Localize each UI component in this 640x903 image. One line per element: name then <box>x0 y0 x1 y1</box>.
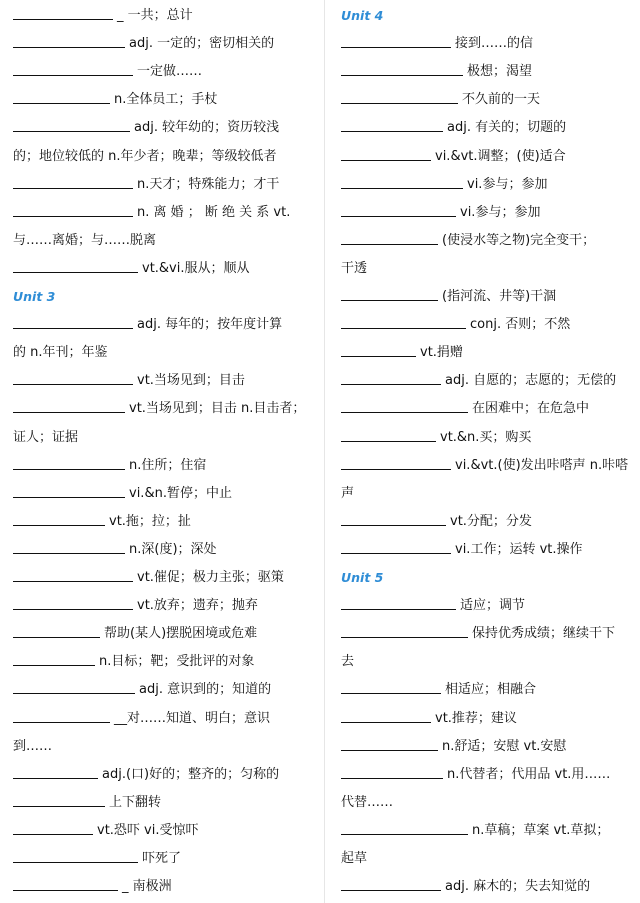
entry-text: (指河流、井等)干涸 <box>442 289 557 304</box>
vocab-entry <box>341 595 525 617</box>
answer-blank[interactable] <box>13 6 113 20</box>
vocab-entry <box>13 61 202 83</box>
vocab-entry <box>341 736 566 758</box>
entry-text: vt.恐吓 vi.受惊吓 <box>97 822 199 838</box>
entry-text: _ 南极洲 <box>122 879 172 895</box>
entry-text: conj. 否则；不然 <box>470 317 571 333</box>
entry-text: (使浸水等之物)完全变干； <box>442 232 596 248</box>
answer-blank[interactable] <box>13 118 130 132</box>
vocab-entry <box>13 820 199 842</box>
vocab-entry <box>13 455 206 477</box>
vocab-entry <box>13 258 250 280</box>
entry-text: vt.催促；极力主张；驱策 <box>137 570 284 585</box>
entry-text: vi.&vt.调整；(使)适合 <box>435 148 566 164</box>
answer-blank[interactable] <box>341 287 438 301</box>
unit-heading: Unit 3 <box>13 289 56 304</box>
answer-blank[interactable] <box>341 680 441 694</box>
answer-blank[interactable] <box>13 793 105 807</box>
vocab-entry <box>13 567 284 589</box>
vocab-entry <box>341 427 531 449</box>
answer-blank[interactable] <box>13 62 133 76</box>
answer-blank[interactable] <box>13 512 105 526</box>
entry-text: adj. 麻木的；失去知觉的 <box>445 879 591 895</box>
answer-blank[interactable] <box>13 456 125 470</box>
vocab-entry <box>341 174 547 196</box>
entry-text: 吓死了 <box>142 851 182 866</box>
entry-continuation <box>13 230 156 252</box>
answer-blank[interactable] <box>341 203 456 217</box>
answer-blank[interactable] <box>13 652 95 666</box>
vocab-entry <box>13 539 217 561</box>
answer-blank[interactable] <box>341 540 451 554</box>
answer-blank[interactable] <box>13 90 110 104</box>
vocab-entry <box>13 651 254 673</box>
entry-text: 的 n.年刊；年鉴 <box>13 345 108 361</box>
entry-text: n.全体员工；手杖 <box>114 92 218 108</box>
vocab-entry <box>13 483 232 505</box>
answer-blank[interactable] <box>341 512 446 526</box>
vocab-entry <box>341 511 532 533</box>
entry-text: 极想；渴望 <box>467 64 533 80</box>
entry-text: vi.&n.暂停；中止 <box>129 485 232 501</box>
entry-text: adj. 有关的；切题的 <box>447 120 567 136</box>
vocab-entry <box>341 230 595 252</box>
entry-text: 的；地位较低的 n.年少者；晚辈；等级较低者 <box>13 148 277 164</box>
answer-blank[interactable] <box>341 34 451 48</box>
entry-text: vi.工作；运转 vt.操作 <box>455 541 583 557</box>
entry-text: vt.推荐；建议 <box>435 710 517 726</box>
vocab-entry <box>341 623 615 645</box>
vocab-entry <box>341 539 583 561</box>
entry-continuation <box>13 427 78 449</box>
vocab-entry <box>13 679 271 701</box>
answer-blank[interactable] <box>13 484 125 498</box>
vocab-entry <box>341 342 463 364</box>
entry-text: 代替…… <box>341 794 394 810</box>
entry-text: vt.当场见到；目击 <box>137 373 245 389</box>
entry-text: 适应；调节 <box>460 598 526 614</box>
vocab-entry <box>341 146 566 168</box>
vocab-entry <box>341 33 533 55</box>
answer-blank[interactable] <box>13 568 133 582</box>
answer-blank[interactable] <box>341 765 443 779</box>
answer-blank[interactable] <box>13 821 93 835</box>
answer-blank[interactable] <box>13 399 125 413</box>
vocab-entry <box>13 876 172 898</box>
answer-blank[interactable] <box>13 259 138 273</box>
entry-continuation <box>341 258 367 280</box>
entry-text: _ 一共；总计 <box>117 8 193 23</box>
entry-text: n.代替者；代用品 vt.用…… <box>447 766 611 782</box>
answer-blank[interactable] <box>13 680 135 694</box>
entry-text: n.天才；特殊能力；才干 <box>137 176 280 192</box>
entry-text: vt.当场见到；目击 n.目击者； <box>129 401 306 417</box>
answer-blank[interactable] <box>341 118 443 132</box>
vocab-entry <box>13 33 274 55</box>
entry-text: vt.分配；分发 <box>450 513 532 529</box>
answer-blank[interactable] <box>13 203 133 217</box>
answer-blank[interactable] <box>13 540 125 554</box>
answer-blank[interactable] <box>341 175 463 189</box>
vocab-entry <box>341 314 570 336</box>
entry-text: 帮助(某人)摆脱困境或危难 <box>104 626 258 642</box>
entry-continuation <box>13 736 52 758</box>
entry-text: 起草 <box>341 851 368 866</box>
answer-blank[interactable] <box>341 371 441 385</box>
unit-heading: Unit 4 <box>341 8 384 23</box>
vocab-entry <box>13 117 279 139</box>
entry-text: n.舒适；安慰 vt.安慰 <box>442 738 567 754</box>
entry-text: vt.&n.买；购买 <box>440 429 532 445</box>
answer-blank[interactable] <box>13 175 133 189</box>
entry-text: 到…… <box>13 738 53 754</box>
entry-text: __对……知道、明白；意识 <box>114 710 271 726</box>
answer-blank[interactable] <box>341 821 468 835</box>
vocab-entry <box>341 764 610 786</box>
entry-continuation <box>13 146 277 168</box>
vocab-entry <box>341 117 566 139</box>
answer-blank[interactable] <box>341 596 456 610</box>
entry-text: n.目标；靶；受批评的对象 <box>99 654 255 670</box>
vocab-entry <box>13 708 270 730</box>
entry-text: 干透 <box>341 260 368 276</box>
entry-text: 证人；证据 <box>13 429 79 445</box>
entry-text: n.草稿；草案 vt.草拟； <box>472 822 610 838</box>
vocab-entry <box>341 286 556 308</box>
entry-text: vt.&vi.服从；顺从 <box>142 260 250 276</box>
unit-heading: Unit 5 <box>341 570 384 585</box>
vocab-entry <box>13 89 217 111</box>
vocab-entry <box>13 511 191 533</box>
entry-text: n. 离 婚 ； 断 绝 关 系 vt. <box>137 204 291 220</box>
vocab-entry <box>341 708 517 730</box>
vocab-entry <box>13 623 257 645</box>
vocab-entry <box>13 595 258 617</box>
answer-blank[interactable] <box>341 456 451 470</box>
answer-blank[interactable] <box>341 62 463 76</box>
answer-blank[interactable] <box>341 90 458 104</box>
vocab-entry <box>341 679 536 701</box>
entry-text: 在困难中；在危急中 <box>472 401 590 417</box>
answer-blank[interactable] <box>13 765 98 779</box>
entry-text: adj. 较年幼的；资历较浅 <box>134 120 280 136</box>
vocab-entry <box>13 764 279 786</box>
vocab-entry <box>13 5 193 27</box>
entry-text: vt.放弃；遗弃；抛弃 <box>137 598 258 614</box>
answer-blank[interactable] <box>13 315 133 329</box>
vocab-entry <box>341 202 540 224</box>
entry-text: 上下翻转 <box>109 794 162 810</box>
answer-blank[interactable] <box>341 315 466 329</box>
entry-text: 接到……的信 <box>455 36 534 52</box>
entry-text: adj. 一定的；密切相关的 <box>129 36 275 52</box>
entry-text: 相适应；相融合 <box>445 682 537 698</box>
vocab-entry <box>13 792 161 814</box>
answer-blank[interactable] <box>341 399 468 413</box>
vocab-entry <box>341 89 540 111</box>
vocab-entry <box>13 370 245 392</box>
column-divider <box>324 0 325 903</box>
answer-blank[interactable] <box>13 596 133 610</box>
entry-text: vt.拖；拉；扯 <box>109 513 191 529</box>
answer-blank[interactable] <box>341 737 438 751</box>
answer-blank[interactable] <box>13 709 110 723</box>
answer-blank[interactable] <box>341 343 416 357</box>
entry-text: adj. 自愿的；志愿的；无偿的 <box>445 373 617 389</box>
entry-text: vi.参与；参加 <box>460 204 541 220</box>
entry-text: 不久前的一天 <box>462 92 541 108</box>
entry-continuation <box>341 848 367 870</box>
entry-text: vi.参与；参加 <box>467 176 548 192</box>
entry-text: adj.(口)好的；整齐的；匀称的 <box>102 766 280 782</box>
answer-blank[interactable] <box>341 709 431 723</box>
answer-blank[interactable] <box>13 34 125 48</box>
vocab-entry <box>341 455 628 477</box>
vocab-entry <box>13 314 282 336</box>
answer-blank[interactable] <box>341 147 431 161</box>
entry-continuation <box>341 792 393 814</box>
answer-blank[interactable] <box>341 624 468 638</box>
vocab-entry <box>13 202 290 224</box>
entry-continuation <box>341 483 354 505</box>
vocab-entry <box>13 848 181 870</box>
entry-continuation <box>13 342 108 364</box>
vocab-entry <box>341 398 589 420</box>
entry-text: 与……离婚；与……脱离 <box>13 232 157 248</box>
entry-text: n.深(度)；深处 <box>129 541 217 557</box>
entry-text: n.住所；住宿 <box>129 457 207 473</box>
entry-text: 一定做…… <box>137 64 203 80</box>
entry-text: vt.捐赠 <box>420 345 463 361</box>
answer-blank[interactable] <box>13 849 138 863</box>
vocab-entry <box>341 61 532 83</box>
answer-blank[interactable] <box>341 877 441 891</box>
entry-text: 保持优秀成绩；继续干下 <box>472 626 616 642</box>
vocab-entry <box>341 876 590 898</box>
entry-continuation <box>341 651 354 673</box>
vocab-entry <box>13 398 305 420</box>
entry-text: adj. 每年的；按年度计算 <box>137 317 283 333</box>
answer-blank[interactable] <box>13 877 118 891</box>
entry-text: adj. 意识到的；知道的 <box>139 682 272 698</box>
answer-blank[interactable] <box>13 624 100 638</box>
answer-blank[interactable] <box>341 428 436 442</box>
entry-text: 声 <box>341 485 355 501</box>
vocab-entry <box>13 174 279 196</box>
vocab-entry <box>341 820 609 842</box>
entry-text: vi.&vt.(使)发出咔嗒声 n.咔嗒 <box>455 457 629 473</box>
vocab-entry <box>341 370 616 392</box>
entry-text: 去 <box>341 654 355 670</box>
answer-blank[interactable] <box>341 231 438 245</box>
answer-blank[interactable] <box>13 371 133 385</box>
